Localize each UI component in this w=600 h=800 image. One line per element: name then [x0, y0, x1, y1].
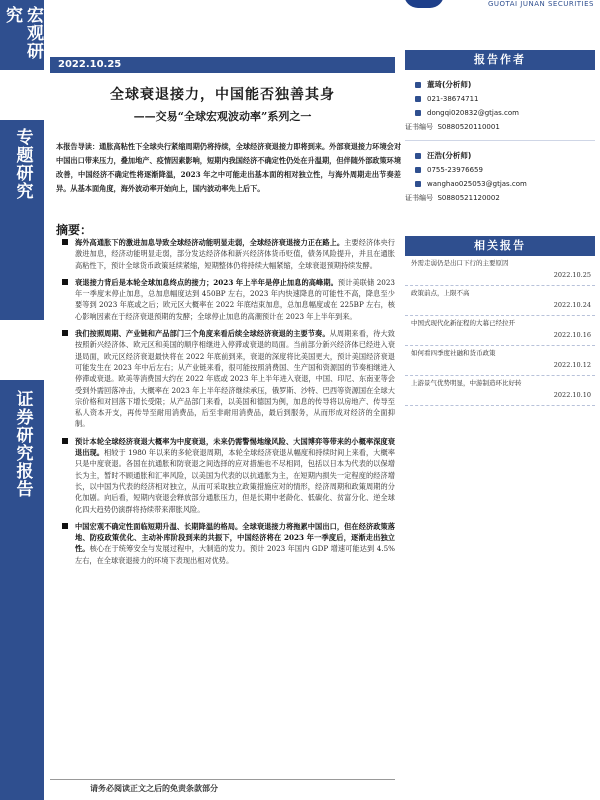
related-header: 相关报告	[405, 236, 595, 256]
related-report-date: 2022.10.24	[553, 301, 591, 309]
person-icon	[415, 82, 421, 88]
author-divider	[405, 140, 595, 141]
related-report-title[interactable]: 如何看四季度社融和货币政策	[411, 349, 496, 357]
bullet-square-icon	[62, 330, 68, 336]
report-subtitle: ——交易“全球宏观波动率”系列之一	[133, 110, 312, 123]
category-securities-report: 证券研究报告	[0, 380, 44, 800]
author-card	[405, 78, 595, 134]
cert-label: 证书编号	[405, 123, 433, 131]
category-topic-research: 专题研究	[0, 120, 44, 320]
author-cert-row	[405, 120, 595, 134]
related-report-item[interactable]	[405, 286, 595, 316]
author-name-row	[417, 149, 595, 163]
brand-logo-icon	[404, 0, 444, 8]
bullet-text: 核心在于统筹安全与发展过程中，大制造的发力。预计 2023 年国内 GDP 增速可能达到 4.5%左右，在全球衰退接力的环境下表现出相对优势。	[75, 544, 395, 565]
author-phone: 0755-23976659	[427, 166, 483, 174]
related-report-item[interactable]	[405, 256, 595, 286]
author-name: 董琦(分析师)	[427, 80, 472, 89]
related-report-title[interactable]: 上游景气优势明显，中游制造环比好转	[411, 379, 522, 387]
footer-divider	[50, 779, 395, 780]
phone-icon	[415, 167, 421, 173]
related-report-item[interactable]	[405, 316, 595, 346]
brand-name: GUOTAI JUNAN SECURITIES	[487, 0, 594, 8]
cert-number: S0880521120002	[437, 194, 500, 202]
bullet-text: 预计美联储 2023 年一季度末停止加息，总加息幅度达到 450BP 左右，2023 年内快速降息的可能性不高，降息至少要等到 2023 年底或之后；欧元区大概率在 2022 年底结束加息，总加息幅度或在 225BP 左右，核心影响因素在于经济衰退预期的发酵；全球停止加息的高潮预计在 2023 年上半年到来。	[75, 277, 396, 321]
disclaimer-note: 请务必阅读正文之后的免责条款部分	[90, 783, 218, 793]
summary-label: 摘要：	[56, 223, 93, 237]
related-report-title[interactable]: 外需走弱仍是出口下行的主要原因	[411, 259, 509, 267]
author-email-row	[417, 177, 595, 191]
summary-bullet	[62, 328, 395, 430]
author-phone-row	[417, 92, 595, 106]
cert-label: 证书编号	[405, 194, 433, 202]
cert-number: S0880520110001	[437, 123, 500, 131]
report-intro: 本报告导读：通胀高粘性下全球央行紧缩周期仍将持续，全球经济衰退接力即将到来。外部衰退接力环境会对中国出口带来压力，叠加地产、疫情因素影响，短期内我国经济不确定性仍处在升温期，但伴随外部政策环境改善，中国经济不确定性将逐渐降温，2023 年之中可能走出基本面的相对独立性，与海外周期走出节奏差异。从基本面角度，海外波动率开始向上，国内波动率先上后下。	[56, 142, 402, 193]
bullet-square-icon	[62, 239, 68, 245]
author-email-row	[417, 106, 595, 120]
related-report-title[interactable]: 政策前点，上限不高	[411, 289, 470, 297]
related-report-date: 2022.10.25	[553, 271, 591, 279]
bullet-text: 相较于 1980 年以来的多轮衰退周期，本轮全球经济衰退从幅度和持续时间上来看，大概率只是中度衰退。各国在抗通胀和防衰退之间选择的应对措施也不尽相同，包括以日本为代表的以保增长为主，暂时不顾通胀和汇率风险，以美国为代表的以抗通胀为主，在短期内损失一定程度的经济增长，以中国为代表的经济相对独立，从而可采取独立政策措施应对的情形，经济周期和政策周期的分化加剧。向后看，短期内衰退会释放部分通胀压力，但是长期中老龄化、低碳化、贫富分化、逆全球化四大趋势仍演群将持续带来滞胀风险。	[75, 448, 395, 514]
bullet-square-icon	[62, 438, 68, 444]
bullet-heading: 衰退接力背后是本轮全球加息终点的接力；2023 年上半年是停止加息的高峰期。	[75, 277, 338, 287]
author-phone: 021-38674711	[427, 95, 479, 103]
report-title: 全球衰退接力，中国能否独善其身	[110, 87, 335, 103]
bullet-heading: 我们按照周期、产业链和产品部门三个角度来看后续全球经济衰退的主要节奏。	[75, 329, 330, 339]
author-phone-row	[417, 163, 595, 177]
author-cert-row	[405, 191, 595, 205]
report-date: 2022.10.25	[50, 57, 395, 73]
author-card	[405, 149, 595, 205]
email-icon	[415, 110, 421, 116]
bullet-square-icon	[62, 279, 68, 285]
person-icon	[415, 153, 421, 159]
related-reports-panel	[405, 236, 595, 406]
summary-bullets	[62, 237, 395, 572]
bullet-text: 从周期来看，待大致按照新兴经济体、欧元区和美国的顺序相继进入停滞或衰退的局面。当前部分新兴经济体已经进入衰退局面，欧元区经济衰退最快将在 2022 年底前到来，衰退的深度将比美国更大，预计美国经济衰退可能发生在 2023 年中后左右；从产业链来看，很可能按照消费国、生产国和资源国的节奏相继进入停滞或衰退。欧美等消费国大约在 2022 年底或 2023 年上半年进入衰退，中国、印尼、东南亚等会受到外需回落冲击，大概率在 2023 年上半年经济继续承压，俄罗斯、沙特、巴西等资源国在全球大宗价格和对回落下增长受限；从产品部门来看，以美国和德国为例，加息的传导将以房地产、传导至私人资本开支，再传导至耐用消费品，后至非耐用消费品，最后到服务，从而形成对经济的全面抑制。	[75, 329, 395, 429]
bullet-heading: 中国宏观不确定性面临短期升温、长期降温的格局。全球衰退接力将拖累中国出口，但在经济政策落地、防疫政策优化、主动补库阶段到来的共振下，中国经济将在 2023 年一季度后，逐渐走出独立性。	[75, 521, 395, 554]
related-report-date: 2022.10.10	[553, 391, 591, 399]
related-report-title[interactable]: 中国式现代化新征程的大幕已经拉开	[411, 319, 515, 327]
left-category-strip	[0, 0, 44, 800]
authors-header: 报告作者	[405, 50, 595, 70]
related-report-item[interactable]	[405, 376, 595, 406]
bullet-square-icon	[62, 523, 68, 529]
related-report-date: 2022.10.16	[553, 331, 591, 339]
email-icon	[415, 181, 421, 187]
phone-icon	[415, 96, 421, 102]
summary-bullet	[62, 521, 395, 566]
bullet-heading: 海外高通胀下的激进加息导致全球经济动能明显走弱，全球经济衰退接力正在路上。	[75, 238, 345, 247]
author-name: 汪浩(分析师)	[427, 151, 472, 160]
related-report-item[interactable]	[405, 346, 595, 376]
category-macro-research: 宏观研究	[0, 0, 44, 70]
brand-header	[394, 0, 594, 14]
summary-bullet	[62, 237, 395, 271]
bullet-heading: 预计本轮全球经济衰退大概率为中度衰退，未来仍需警惕地缘风险、大国博弈等带来的小概率深度衰退出现。	[75, 436, 395, 458]
bullet-text: 主要经济体央行激进加息，经济动能明显走弱，部分发达经济体和新兴经济体货币贬值，债务风险提升，并且在通胀高粘性下，预计全球货币政策延续紧缩，短期整体仍将持续大幅紧缩，全球衰退预期持续发酵。	[75, 238, 395, 270]
summary-bullet	[62, 277, 395, 322]
related-report-date: 2022.10.12	[553, 361, 591, 369]
authors-panel	[405, 50, 595, 205]
author-email[interactable]: dongqi020832@gtjas.com	[427, 109, 519, 117]
author-email[interactable]: wanghao025053@gtjas.com	[427, 180, 527, 188]
author-name-row	[417, 78, 595, 92]
summary-bullet	[62, 436, 395, 515]
